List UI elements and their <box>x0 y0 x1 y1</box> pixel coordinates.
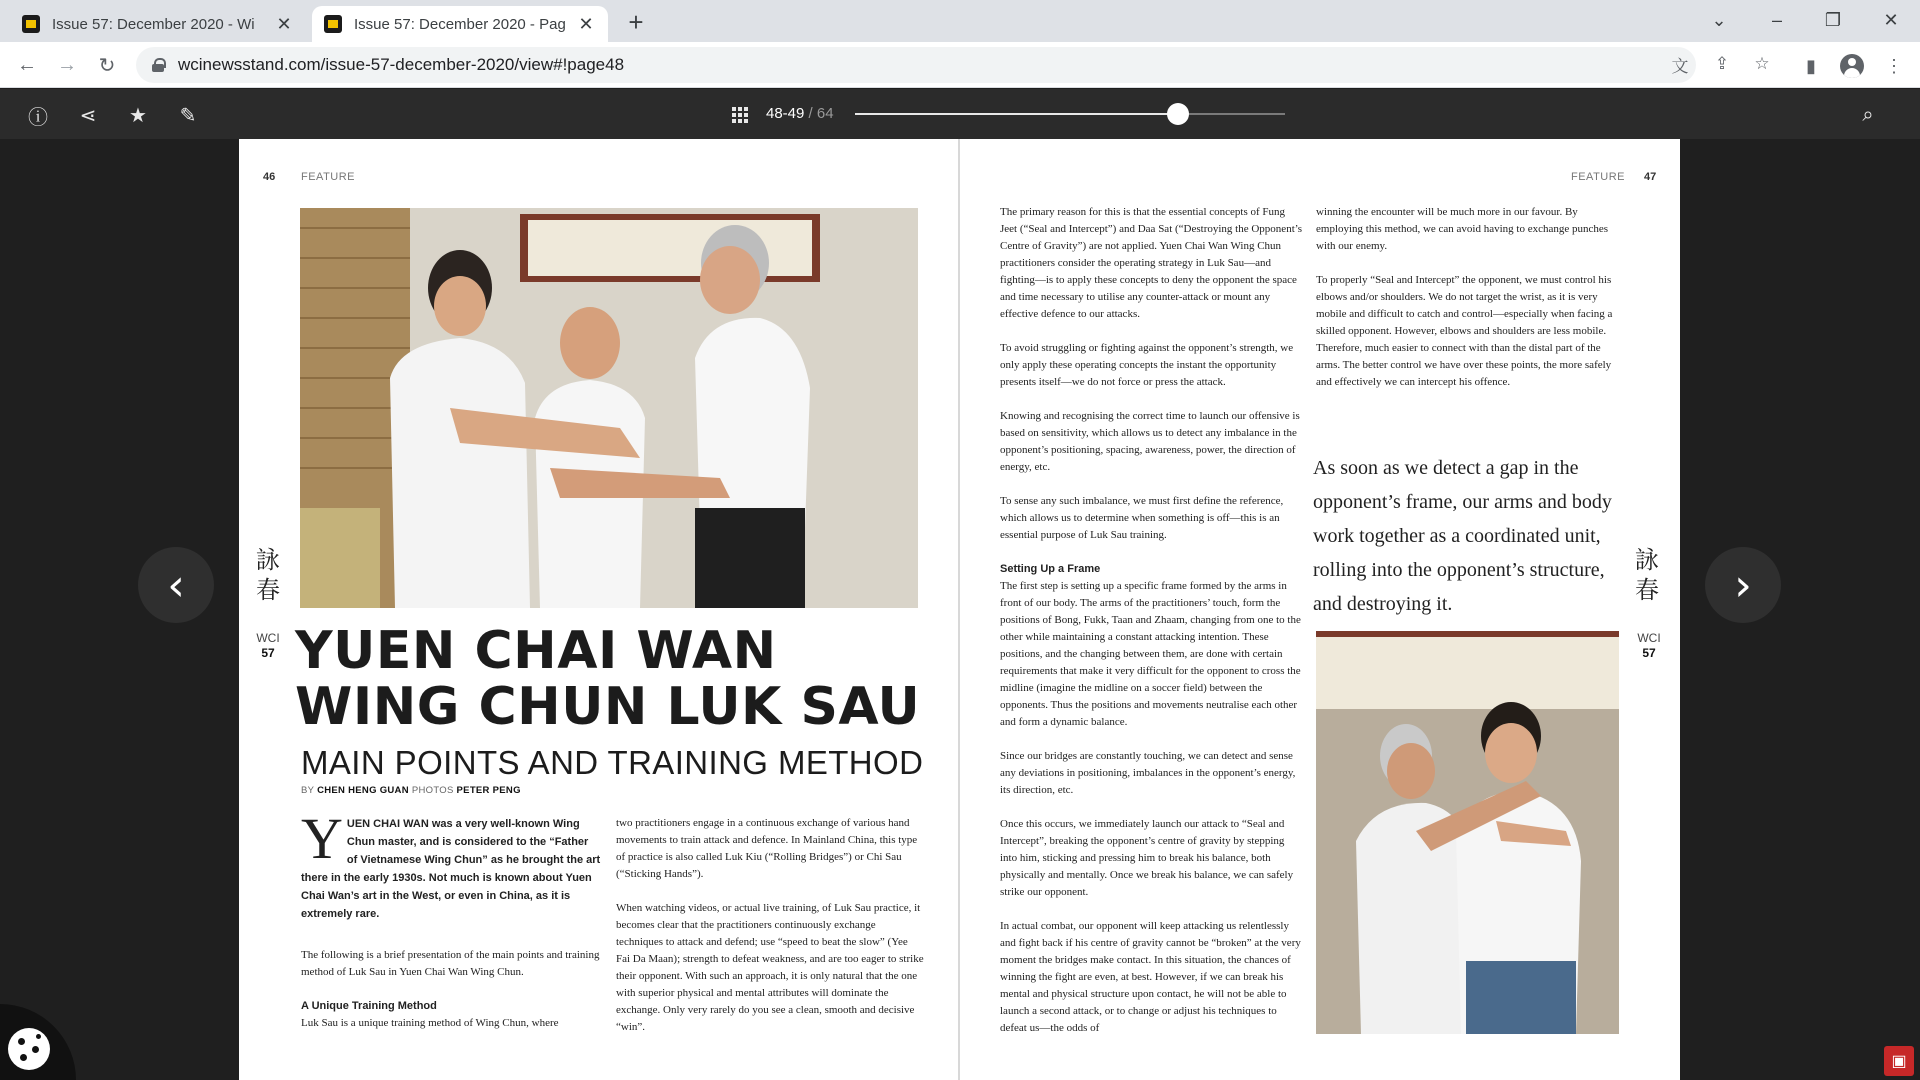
wci-label: WCI <box>1637 631 1661 645</box>
window-close-button[interactable]: ✕ <box>1883 9 1899 30</box>
paragraph: two practitioners engage in a continuous exchange of various hand movements to train attack and defence. In Mainland China, this type of practice is also called Luk Kiu (“Rolling Bridges”) or Chi Sau (“Sticking Hands”). <box>616 817 918 880</box>
feature-photo-training <box>300 208 918 608</box>
paragraph: In actual combat, our opponent will keep attacking us relentlessly and fight back if his centre of gravity cannot be “broken” at the very moment the bridges make contact. In this situation, the chances of winning the fight are even, at best. However, if we can break his mental and physical structure upon contact, he will not be able to launch a second attack, or to change or adjust his techniques to defeat us—the odds of <box>1000 920 1301 1034</box>
paragraph: The primary reason for this is that the essential concepts of Fung Jeet (“Seal and Intercept”) and Daa Sat (“Destroying the Opponent’s Centre of Gravity”) are not applied. Yuen Chai Wan Wing Chun practitioners consider the operating strategy in Luk Sau—and fighting—is to apply these concepts to deny the opponent the space and time necessary to utilise any counter-attack or mount any effective defence to our attacks. <box>1000 206 1303 320</box>
bookmark-star-icon[interactable]: ☆ <box>1754 54 1770 73</box>
forward-button[interactable]: → <box>57 53 77 76</box>
vertical-chinese-label: 詠春 <box>1635 546 1659 604</box>
browser-tab[interactable] <box>10 6 306 42</box>
grid-icon[interactable] <box>726 101 754 129</box>
share-icon[interactable]: ⋖ <box>79 104 97 127</box>
close-icon[interactable]: ✕ <box>578 13 594 34</box>
demonstration-photo-illustration <box>1316 631 1619 1034</box>
headline-line-1: YUEN CHAI WAN <box>295 621 777 681</box>
paragraph: To sense any such imbalance, we must first define the reference, which allows us to determine when something is off—this is an essential purpose of Luk Sau training. <box>1000 495 1284 541</box>
paragraph: To avoid struggling or fighting against the opponent’s strength, we only apply these operating concepts the instant the opportunity presents itself—we do not force or press the attack. <box>1000 342 1294 388</box>
pen-icon[interactable]: ✎ <box>179 104 197 127</box>
reload-button[interactable]: ↻ <box>98 54 116 77</box>
article-byline <box>301 785 521 796</box>
paragraph: To properly “Seal and Intercept” the opponent, we must control his elbows and/or shoulders. We do not target the wrist, as it is very mobile and difficult to catch and control—especially when facing a skilled opponent. However, elbows and shoulders are less mobile. Therefore, much easier to connect with than the distal part of the arms. The better control we have over these points, the more safely and effectively we can intercept his offence. <box>1316 274 1613 388</box>
paragraph: Luk Sau is a unique training method of Wing Chun, where <box>301 1017 559 1029</box>
feature-photo-demonstration <box>1316 631 1619 1034</box>
browser-tab-strip <box>0 0 1920 42</box>
paragraph: winning the encounter will be much more in our favour. By employing this method, we can avoid having to exchange punches with our enemy. <box>1316 206 1609 252</box>
restore-button[interactable]: ❐ <box>1824 9 1842 30</box>
section-label: FEATURE <box>301 171 356 183</box>
share-page-icon[interactable]: ⇪ <box>1714 54 1730 73</box>
article-headline <box>295 623 935 735</box>
page-slider-thumb[interactable] <box>1167 103 1189 125</box>
new-tab-button[interactable]: + <box>628 6 644 37</box>
paragraph: The first step is setting up a specific frame formed by the arms in front of our body. The arms of the practitioners’ touch, form the positions of Bong, Fukk, Taan and Zhaam, changing from one to the other while maintaining a constant attacking intention. These positions, and the changing between them, are done with certain requirements that make it very difficult for the opponent to cross the midline (imagine the midline on a soccer field) between the opponents. Thus the positions and movements neutralise each other and form a dynamic balance. <box>1000 580 1301 728</box>
translate-icon[interactable]: 文 <box>1671 56 1689 76</box>
issue-number: 57 <box>1642 646 1656 660</box>
chevron-left-icon[interactable]: ‹ <box>138 547 214 623</box>
cookie-icon <box>8 1028 50 1070</box>
paragraph: Since our bridges are constantly touching, we can detect and sense any deviations in positioning, imbalances in the opponent’s energy, its direction, etc. <box>1000 750 1296 796</box>
byline-photos: PHOTOS <box>411 785 454 796</box>
headline-line-2: WING CHUN LUK SAU <box>295 677 921 737</box>
pull-quote: As soon as we detect a gap in the opponent’s frame, our arms and body work together as a coordinated unit, rolling into the opponent’s structure, and destroying it. <box>1313 457 1612 615</box>
section-heading: A Unique Training Method <box>301 1000 437 1012</box>
url-text[interactable]: wcinewsstand.com/issue-57-december-2020/view#!page48 <box>178 55 625 74</box>
back-button[interactable]: ← <box>17 53 37 76</box>
minimize-button[interactable]: – <box>1771 9 1782 30</box>
section-label: FEATURE <box>1571 171 1626 183</box>
site-favicon-icon <box>324 15 342 33</box>
drop-cap: Y <box>301 806 343 871</box>
flipbook-toolbar <box>0 89 1920 139</box>
page-range: 48-49 <box>766 105 805 122</box>
issue-number: 57 <box>261 646 275 660</box>
magazine-page-right <box>960 139 1680 1080</box>
paragraph: The following is a brief presentation of the main points and training method of Luk Sau in Yuen Chai Wan Wing Chun. <box>301 949 600 978</box>
address-bar[interactable] <box>136 47 1696 83</box>
browser-toolbar <box>0 42 1920 88</box>
search-icon[interactable]: ⌕ <box>1862 103 1874 126</box>
page-slider-fill <box>855 113 1178 115</box>
tab-title: Issue 57: December 2020 - Wi <box>52 15 255 33</box>
profile-avatar[interactable] <box>1838 52 1866 80</box>
article-subheadline: MAIN POINTS AND TRAINING METHOD <box>301 744 924 781</box>
wci-label: WCI <box>256 631 280 645</box>
site-favicon-icon <box>22 15 40 33</box>
star-icon[interactable]: ★ <box>129 104 147 127</box>
magazine-reader <box>0 139 1920 1080</box>
flipbook-logo-icon[interactable]: ▣ <box>1884 1046 1914 1076</box>
intro-text: UEN CHAI WAN was a very well-known Wing Chun master, and is considered to the “Father of Vietnamese Wing Chun” as he brought the art there in the early 1930s. Not much is known about Yuen Chai Wan’s art in the West, or even in China, as it is extremely rare. <box>301 818 601 920</box>
paragraph: When watching videos, or actual live training, of Luk Sau practice, it becomes clear that the practitioners continuously exchange techniques to attack and defend; use “speed to beat the slow” (Yee Fai Da Maan); strength to defeat weakness, and are too eager to strike their opponent. With such an approach, it is only natural that the one with superior physical and mental attributes will dominate the exchange. Only very rarely do you see a clean, smooth and decisive “win”. <box>616 902 924 1033</box>
menu-kebab-icon[interactable]: ⋮ <box>1885 55 1903 76</box>
side-panel-icon[interactable]: ▮ <box>1806 55 1816 76</box>
chevron-right-icon[interactable]: › <box>1705 547 1781 623</box>
article-column-1 <box>301 806 601 1049</box>
tab-search-chevron-icon[interactable]: ⌄ <box>1711 9 1727 30</box>
byline-photographer: PETER PENG <box>456 785 521 796</box>
byline-by: BY <box>301 785 315 796</box>
paragraph: Once this occurs, we immediately launch our attack to “Seal and Intercept”, breaking the opponent’s centre of gravity by stepping into him, sticking and pressing him to break his balance, both physically and mentally. Once we break his balance, we can safely strike our opponent. <box>1000 818 1294 898</box>
article-column-4 <box>1316 204 1620 408</box>
lock-icon[interactable] <box>152 58 164 72</box>
page-total: / 64 <box>808 105 834 122</box>
training-photo-illustration <box>300 208 918 608</box>
page-slider[interactable] <box>855 113 1285 115</box>
close-icon[interactable]: ✕ <box>276 13 292 34</box>
section-heading: Setting Up a Frame <box>1000 563 1101 575</box>
page-indicator <box>766 105 834 122</box>
article-intro <box>301 806 601 923</box>
issue-tag <box>253 631 283 661</box>
paragraph: Knowing and recognising the correct time to launch our offensive is based on sensitivity, which allows us to detect any imbalance in the opponent’s positioning, spacing, awareness, power, the direction of energy, etc. <box>1000 410 1300 473</box>
vertical-chinese-label: 詠春 <box>256 546 280 604</box>
page-number: 46 <box>263 171 276 183</box>
tab-title: Issue 57: December 2020 - Pag <box>354 15 566 33</box>
byline-author: CHEN HENG GUAN <box>317 785 409 796</box>
page-number: 47 <box>1644 171 1657 183</box>
issue-tag <box>1634 631 1664 661</box>
article-column-3 <box>1000 204 1304 1054</box>
browser-tab-active[interactable] <box>312 6 608 42</box>
article-column-2 <box>616 815 924 1053</box>
info-icon[interactable]: ⓘ <box>28 106 48 129</box>
magazine-page-left <box>239 139 959 1080</box>
